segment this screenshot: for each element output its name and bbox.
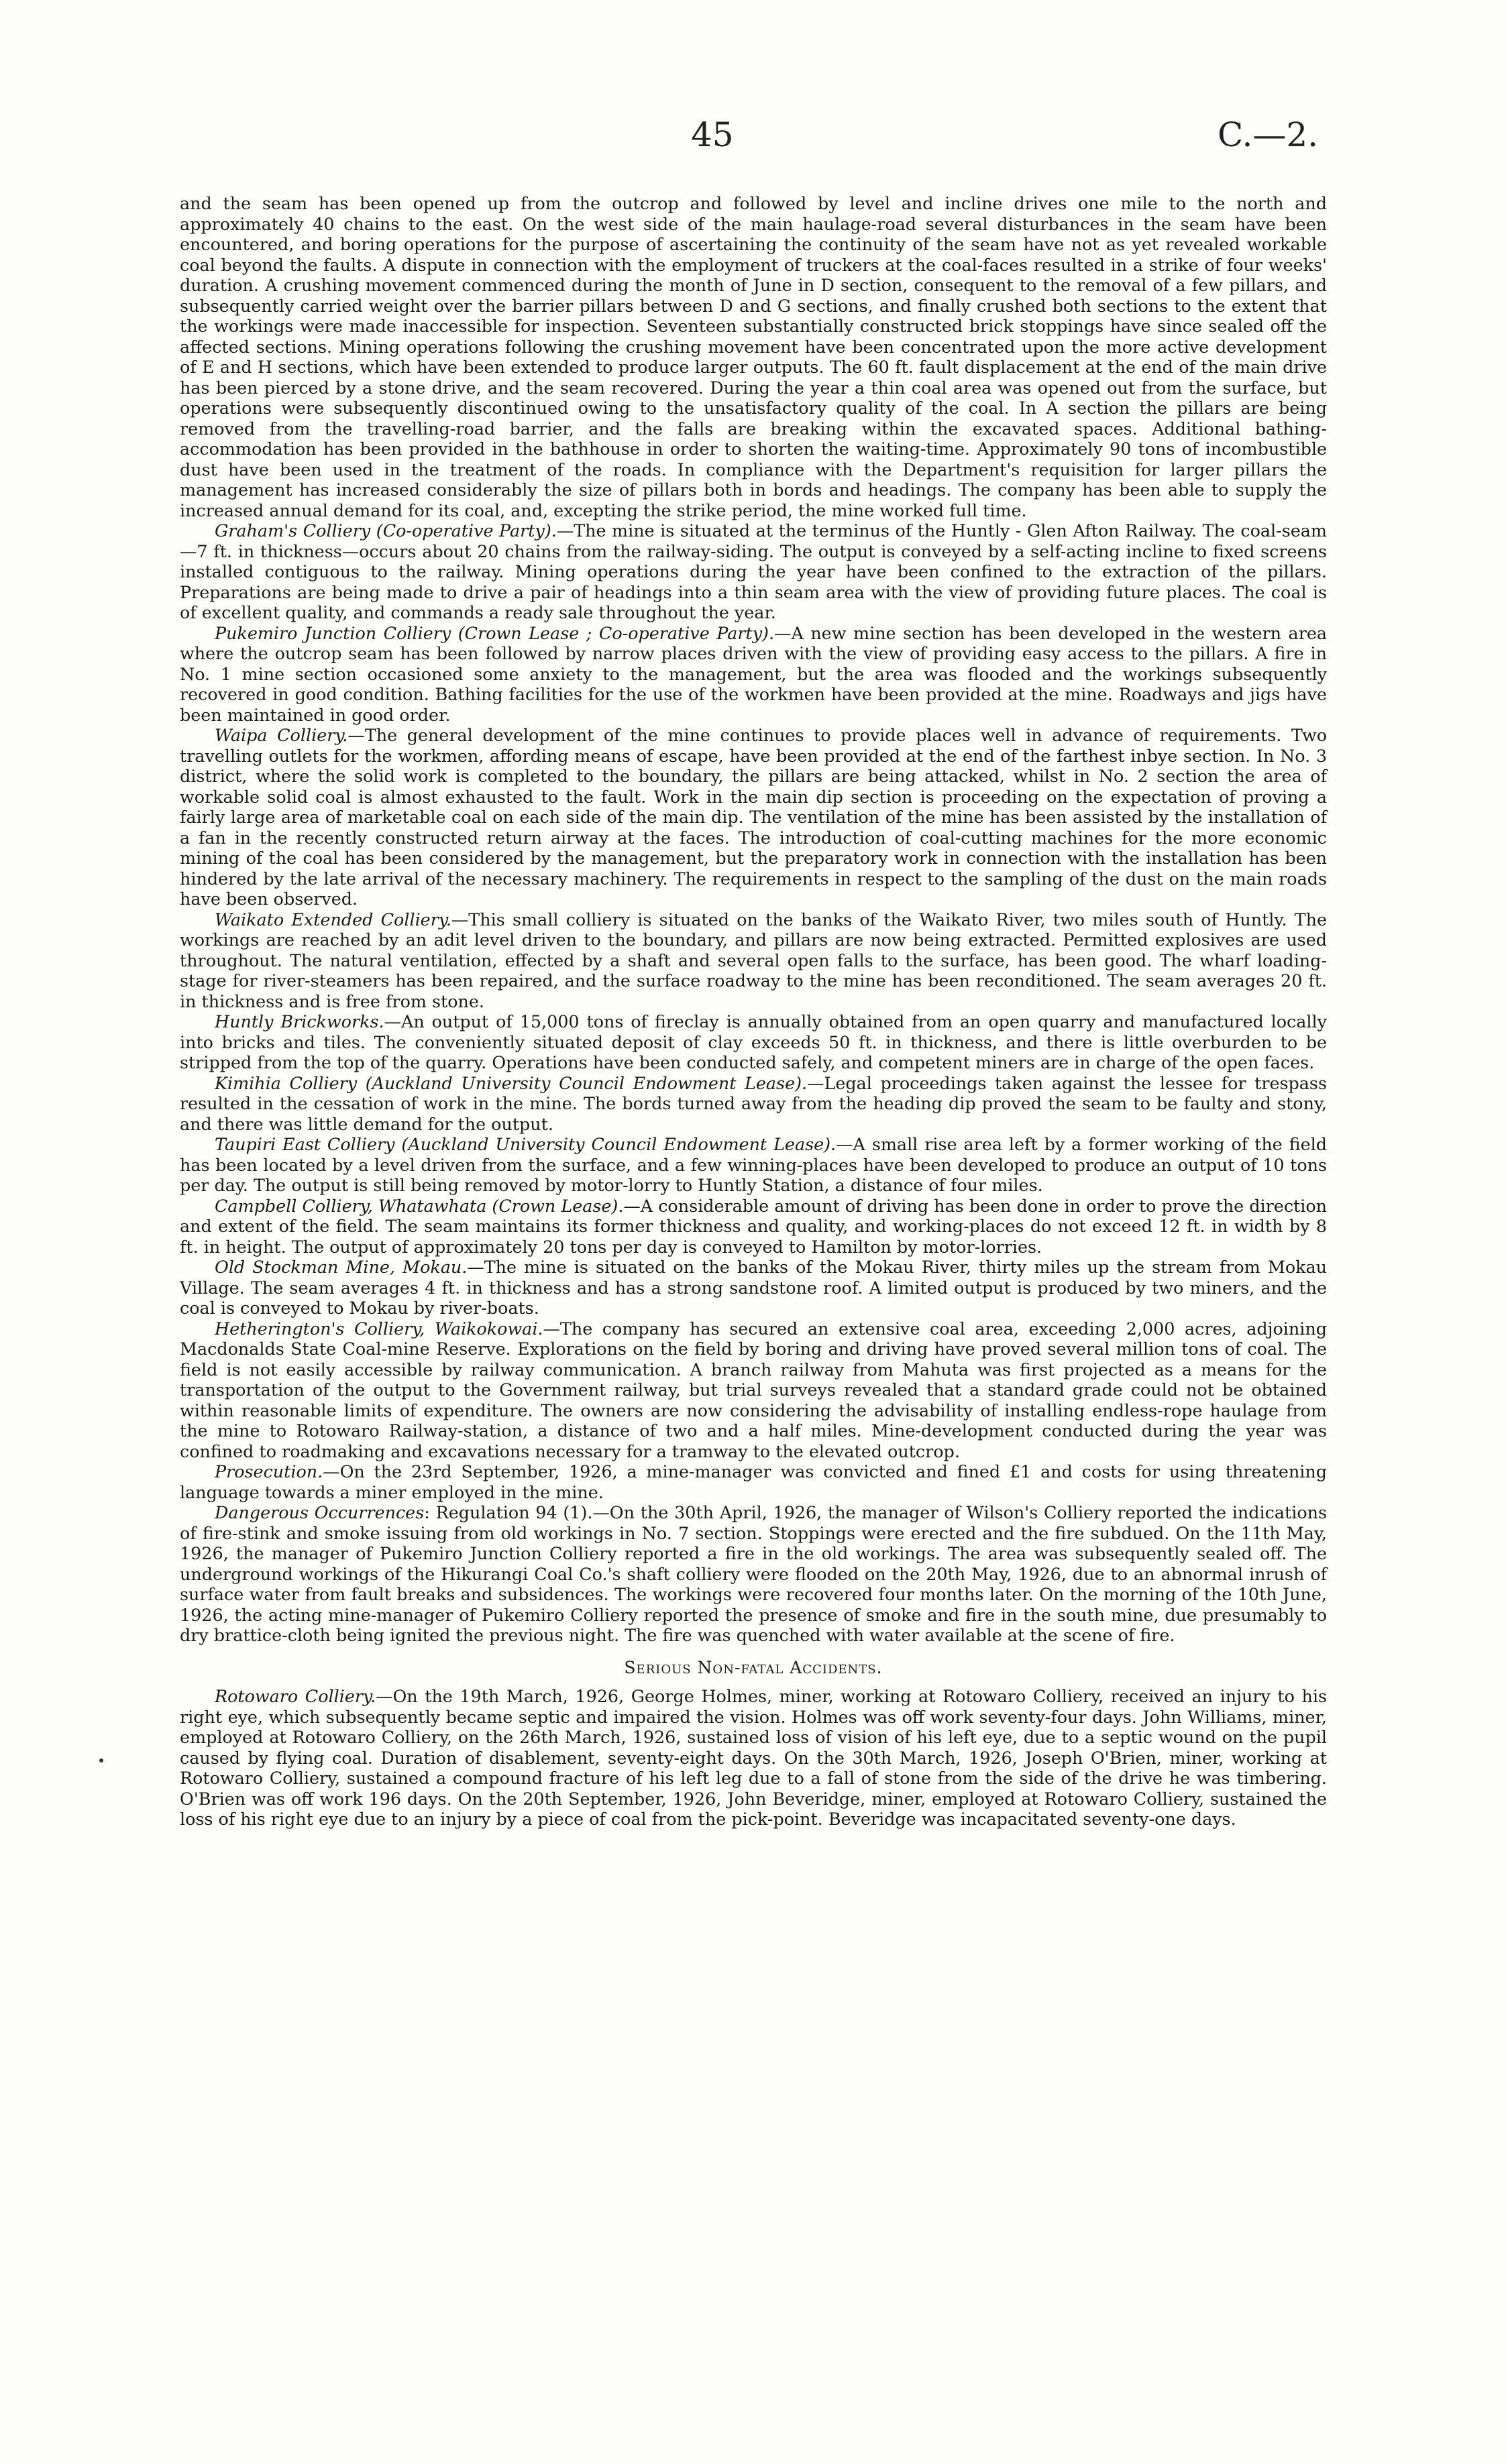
document-body [180, 193, 1327, 1830]
paragraph-lead: Pukemiro Junction Colliery (Crown Lease ; Co-operative Party). [215, 622, 775, 643]
paragraph-lead: Dangerous Occurrences [215, 1502, 425, 1522]
paragraph-waipa-colliery: Waipa Colliery.—The general development of the mine continues to provide places well in advance of requirements. Two travelling outlets for the workmen, affording means of escape, have been provided at the end of the farthest inbye section. In No. 3 district, where the solid work is completed to the boundary, the pillars are being attacked, whilst in No. 2 section the area of workable solid coal is almost exhausted to the fault. Work in the main dip section is proceeding on the expectation of proving a fairly large area of marketable coal on each side of the main dip. The ventilation of the mine has been assisted by the installation of a fan in the recently constructed return airway at the faces. The introduction of coal-cutting machines for the more economic mining of the coal has been considered by the management, but the preparatory work in connection with the installation has been hindered by the late arrival of the necessary machinery. The requirements in respect to the sampling of the dust on the main roads have been observed. [180, 725, 1327, 909]
paragraph-lead: Old Stockman Mine, Mokau. [215, 1257, 468, 1277]
paragraph-lead: Huntly Brickworks. [215, 1011, 384, 1031]
paragraph-waikato-extended: Waikato Extended Colliery.—This small colliery is situated on the banks of the Waikato River, two miles south of Huntly. The workings are reached by an adit level driven to the boundary, and pillars are now being extracted. Permitted explosives are used throughout. The natural ventilation, effected by a shaft and several open falls to the surface, has been good. The wharf loading-stage for river-steamers has been repaired, and the surface roadway to the mine has been reconditioned. The seam averages 20 ft. in thickness and is free from stone. [180, 909, 1327, 1011]
paragraph-lead: Rotowaro Colliery. [215, 1686, 376, 1706]
paragraph-prosecution: Prosecution.—On the 23rd September, 1926, a mine-manager was convicted and fined £1 and costs for using threatening language towards a miner employed in the mine. [180, 1461, 1327, 1502]
document-code: C.—2. [1218, 115, 1319, 154]
paragraph-lead: Kimihia Colliery (Auckland University Council Endowment Lease). [215, 1072, 808, 1093]
paragraph-lead: Waikato Extended Colliery. [215, 909, 451, 930]
paragraph-lead: Taupiri East Colliery (Auckland University Council Endowment Lease). [215, 1134, 837, 1154]
paragraph-lead: Campbell Colliery, Whatawhata (Crown Lease). [215, 1195, 624, 1216]
page-number: 45 [691, 115, 734, 154]
paragraph-continuation: and the seam has been opened up from the outcrop and followed by level and incline drives one mile to the north and approximately 40 chains to the east. On the west side of the main haulage-road several disturbances in the seam have been encountered, and boring operations for the purpose of ascertaining the continuity of the seam have not as yet revealed workable coal beyond the faults. A dispute in connection with the employment of truckers at the coal-faces resulted in a strike of four weeks' duration. A crushing movement commenced during the month of June in D section, consequent to the removal of a few pillars, and subsequently carried weight over the barrier pillars between D and G sections, and finally crushed both sections to the extent that the workings were made inaccessible for inspection. Seventeen substantially constructed brick stoppings have since sealed off the affected sections. Mining operations following the crushing movement have been concentrated upon the more active development of E and H sections, which have been extended to produce larger outputs. The 60 ft. fault displacement at the end of the main drive has been pierced by a stone drive, and the seam recovered. During the year a thin coal area was opened out from the surface, but operations were subsequently discontinued owing to the unsatisfactory quality of the coal. In A section the pillars are being removed from the travelling-road barrier, and the falls are breaking within the excavated spaces. Additional bathing-accommodation has been provided in the bathhouse in order to shorten the waiting-time. Approximately 90 tons of incombustible dust have been used in the treatment of the roads. In compliance with the Department's requisition for larger pillars the management has increased considerably the size of pillars both in bords and headings. The company has been able to supply the increased annual demand for its coal, and, excepting the strike period, the mine worked full time. [180, 193, 1327, 520]
paragraph-rotowaro-colliery: Rotowaro Colliery.—On the 19th March, 1926, George Holmes, miner, working at Rotowaro Colliery, received an injury to his right eye, which subsequently became septic and impaired the vision. Holmes was off work seventy-four days. John Williams, miner, employed at Rotowaro Colliery, on the 26th March, 1926, sustained loss of vision of his left eye, due to a septic wound on the pupil caused by flying coal. Duration of disablement, seventy-eight days. On the 30th March, 1926, Joseph O'Brien, miner, working at Rotowaro Colliery, sustained a compound fracture of his left leg due to a fall of stone from the side of the drive he was timbering. O'Brien was off work 196 days. On the 20th September, 1926, John Beveridge, miner, employed at Rotowaro Colliery, sustained the loss of his right eye due to an injury by a piece of coal from the pick-point. Beveridge was incapacitated seventy-one days. [180, 1686, 1327, 1829]
paragraph-pukemiro-junction: Pukemiro Junction Colliery (Crown Lease ; Co-operative Party).—A new mine section has been developed in the western area where the outcrop seam has been followed by narrow places driven with the view of providing easy access to the pillars. A fire in No. 1 mine section occasioned some anxiety to the management, but the area was flooded and the workings subsequently recovered in good condition. Bathing facilities for the use of the workmen have been provided at the mine. Roadways and jigs have been maintained in good order. [180, 622, 1327, 725]
paragraph-lead: Prosecution. [215, 1461, 323, 1481]
paragraph-grahams-colliery: Graham's Colliery (Co-operative Party).—The mine is situated at the terminus of the Huntly - Glen Afton Railway. The coal-seam—7 ft. in thickness—occurs about 20 chains from the railway-siding. The output is conveyed by a self-acting incline to fixed screens installed contiguous to the railway. Mining operations during the year have been confined to the extraction of the pillars. Preparations are being made to drive a pair of headings into a thin seam area with the view of providing future places. The coal is of excellent quality, and commands a ready sale throughout the year. [180, 520, 1327, 622]
paragraph-taupiri-east: Taupiri East Colliery (Auckland University Council Endowment Lease).—A small rise area left by a former working of the field has been located by a level driven from the surface, and a few winning-places have been developed to produce an output of 10 tons per day. The output is still being removed by motor-lorry to Huntly Station, a distance of four miles. [180, 1134, 1327, 1195]
margin-dot-mark [99, 1758, 103, 1762]
section-heading: Serious Non-fatal Accidents. [624, 1657, 883, 1677]
paragraph-dangerous-occurrences: Dangerous Occurrences: Regulation 94 (1).—On the 30th April, 1926, the manager of Wilson's Colliery reported the indications of fire-stink and smoke issuing from old workings in No. 7 section. Stoppings were erected and the fire subdued. On the 11th May, 1926, the manager of Pukemiro Junction Colliery reported a fire in the old workings. The area was subsequently sealed off. The underground workings of the Hikurangi Coal Co.'s shaft colliery were flooded on the 20th May, 1926, due to an abnormal inrush of surface water from fault breaks and subsidences. The workings were recovered four months later. On the morning of the 10th June, 1926, the acting mine-manager of Pukemiro Colliery reported the presence of smoke and fire in the south mine, due presumably to dry brattice-cloth being ignited the previous night. The fire was quenched with water available at the scene of fire. [180, 1502, 1327, 1645]
paragraph-old-stockman: Old Stockman Mine, Mokau.—The mine is situated on the banks of the Mokau River, thirty miles up the stream from Mokau Village. The seam averages 4 ft. in thickness and has a strong sandstone roof. A limited output is produced by two miners, and the coal is conveyed to Mokau by river-boats. [180, 1257, 1327, 1318]
paragraph-lead: Graham's Colliery (Co-operative Party). [215, 520, 557, 541]
paragraph-hetheringtons: Hetherington's Colliery, Waikokowai.—The company has secured an extensive coal area, exceeding 2,000 acres, adjoining Macdonalds State Coal-mine Reserve. Explorations on the field by boring and driving have proved several million tons of coal. The field is not easily accessible by railway communication. A branch railway from Mahuta was first projected as a means for the transportation of the output to the Government railway, but trial surveys revealed that a standard grade could not be obtained within reasonable limits of expenditure. The owners are now considering the advisability of installing endless-rope haulage from the mine to Rotowaro Railway-station, a distance of two and a half miles. Mine-development conducted during the year was confined to roadmaking and excavations necessary for a tramway to the elevated outcrop. [180, 1318, 1327, 1461]
paragraph-huntly-brickworks: Huntly Brickworks.—An output of 15,000 tons of fireclay is annually obtained from an open quarry and manufactured locally into bricks and tiles. The conveniently situated deposit of clay exceeds 50 ft. in thickness, and there is little overburden to be stripped from the top of the quarry. Operations have been conducted safely, and competent miners are in charge of the open faces. [180, 1011, 1327, 1072]
paragraph-kimihia-colliery: Kimihia Colliery (Auckland University Council Endowment Lease).—Legal proceedings taken against the lessee for trespass resulted in the cessation of work in the mine. The bords turned away from the heading dip proved the seam to be faulty and stony, and there was little demand for the output. [180, 1072, 1327, 1134]
page-header [0, 115, 1506, 169]
paragraph-campbell-colliery: Campbell Colliery, Whatawhata (Crown Lease).—A considerable amount of driving has been done in order to prove the direction and extent of the field. The seam maintains its former thickness and quality, and working-places do not exceed 12 ft. in width by 8 ft. in height. The output of approximately 20 tons per day is conveyed to Hamilton by motor-lorries. [180, 1195, 1328, 1257]
paragraph-lead: Hetherington's Colliery, Waikokowai. [215, 1318, 543, 1339]
paragraph-lead: Waipa Colliery. [215, 725, 348, 745]
